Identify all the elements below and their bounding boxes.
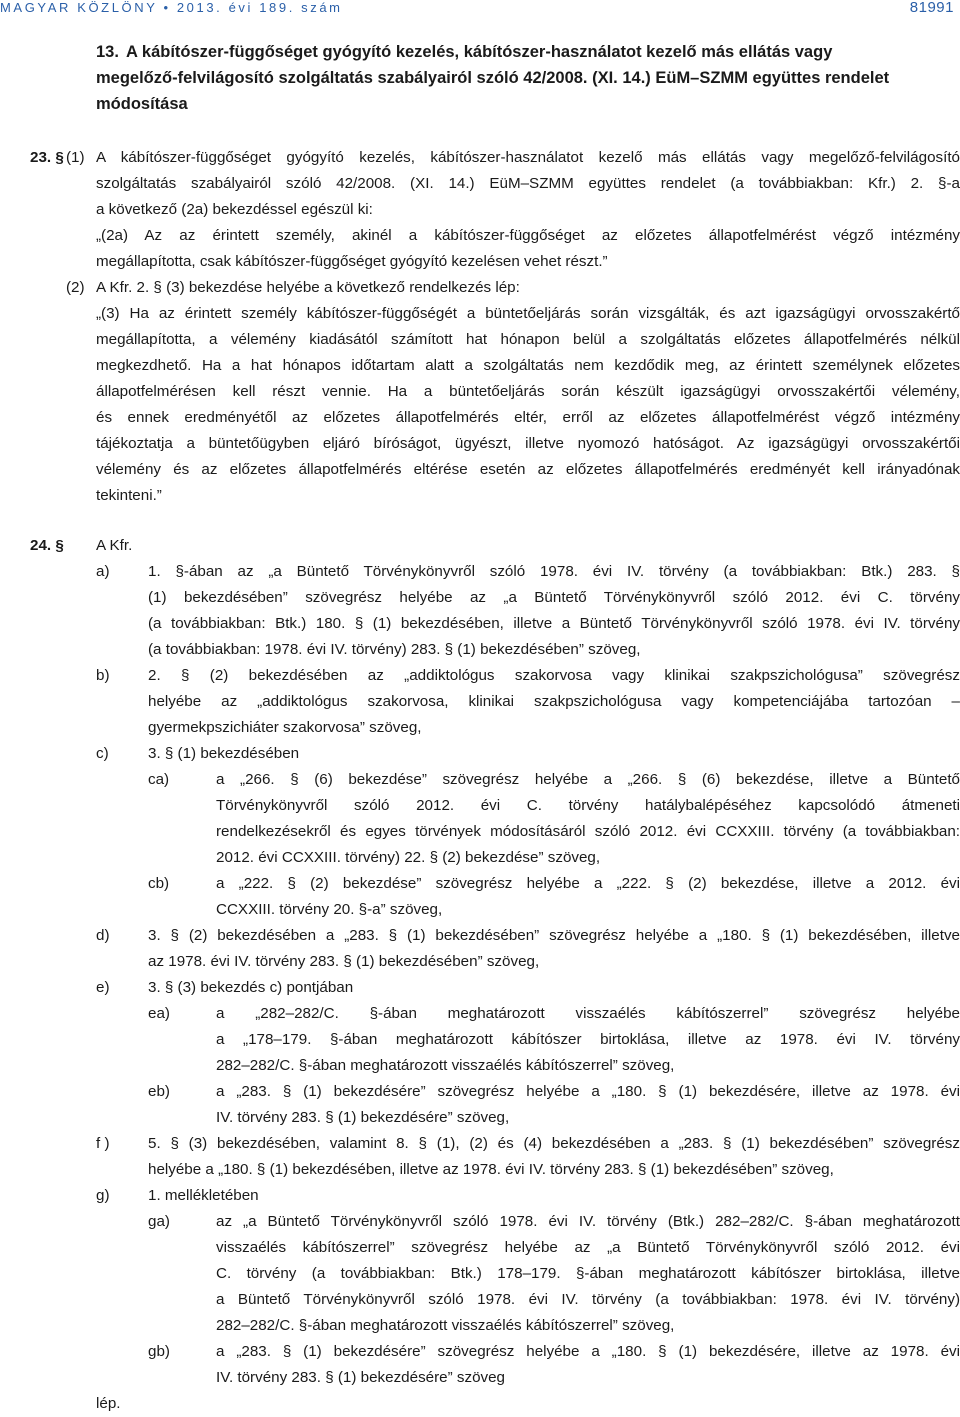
item-label: g) xyxy=(96,1187,110,1204)
item-label: a) xyxy=(96,563,110,580)
title-number: 13. xyxy=(96,43,119,61)
item-body xyxy=(148,559,960,663)
item-body xyxy=(148,975,960,1001)
text-line: a Büntető Törvénykönyvről szóló 1978. évi IV. törvény (a továbbiakban: 1978. évi IV. törvény) xyxy=(216,1291,960,1308)
item-body xyxy=(148,923,960,975)
page-number: 81991 xyxy=(909,0,954,16)
text-line: (a továbbiakban: Btk.) 180. § (1) bekezdésében, illetve a Büntető Törvénykönyvről szóló 1978. évi IV. törvény xyxy=(148,615,960,632)
paragraph-1 xyxy=(96,145,960,197)
text-line: 2. § (2) bekezdésében az „addiktológus szakorvosa vagy klinikai szakpszichológusa” szövegrész xyxy=(148,667,960,684)
text-line: 1. mellékletében xyxy=(148,1187,259,1204)
text-line: a „283. § (1) bekezdésére” szövegrész helyébe a „180. § (1) bekezdésére, illetve az 1978. évi xyxy=(216,1083,960,1100)
text-line: megállapította, csak kábítószer-függőséget gyógyító kezelésen vehet részt.” xyxy=(96,253,608,270)
paragraph-label: (2) xyxy=(66,279,85,296)
text-line: 2012. évi CCXXIII. törvény) 22. § (2) bekezdése” szöveg, xyxy=(216,849,601,866)
item-body xyxy=(148,1183,960,1209)
item-label: ca) xyxy=(148,771,170,788)
paragraph-2 xyxy=(96,275,960,509)
item-label: gb) xyxy=(148,1343,170,1360)
title-line: módosítása xyxy=(96,95,188,113)
text-line: helyébe a „180. § (1) bekezdésében, illetve az 1978. évi IV. törvény 283. § (1) bekezdésében” szöveg, xyxy=(148,1161,834,1178)
text-line: IV. törvény 283. § (1) bekezdésére” szöveg, xyxy=(216,1109,510,1126)
text-line: visszaélés kábítószerrel” szövegrész helyébe az „a Büntető Törvénykönyvről szóló 2012. évi xyxy=(216,1239,960,1256)
item-body xyxy=(216,1339,960,1391)
text-line: a „283. § (1) bekezdésére” szövegrész helyébe a „180. § (1) bekezdésére, illetve az 1978. évi xyxy=(216,1343,960,1360)
text-line: A kábítószer-függőséget gyógyító kezelés, kábítószer-használatot kezelő más ellátás vagy megelőző-felvilágosító xyxy=(96,149,960,166)
item-label: c) xyxy=(96,745,109,762)
text-line: 282–282/C. §-ában meghatározott visszaélés kábítószerrel” szöveg, xyxy=(216,1057,675,1074)
item-body xyxy=(216,871,960,923)
text-line: (1) bekezdésében” szövegrész helyébe az „a Büntető Törvénykönyvről szóló 2012. évi C. törvény xyxy=(148,589,960,606)
text-line: tekinteni.” xyxy=(96,487,162,504)
text-line: C. törvény (a továbbiakban: Btk.) 178–179. §-ában meghatározott kábítószer birtoklása, illetve xyxy=(216,1265,960,1282)
title-line: A kábítószer-függőséget gyógyító kezelés, kábítószer-használatot kezelő más ellátás vagy xyxy=(126,43,833,61)
item-body xyxy=(148,741,960,767)
text-line: a „282–282/C. §-ában meghatározott visszaélés kábítószerrel” szövegrész helyébe xyxy=(216,1005,960,1022)
text-line: 3. § (2) bekezdésében a „283. § (1) bekezdésében” szövegrész helyébe a „180. § (1) bekezdésében, illetve xyxy=(148,927,960,944)
text-line: 5. § (3) bekezdésében, valamint 8. § (1), (2) és (4) bekezdésében a „283. § (1) bekezdésében” szövegrész xyxy=(148,1135,960,1152)
item-label: b) xyxy=(96,667,110,684)
text-line: a „178–179. §-ában meghatározott kábítószer birtoklása, illetve az 1978. évi IV. törvény xyxy=(216,1031,960,1048)
gazette-title: MAGYAR KÖZLÖNY • 2013. évi 189. szám xyxy=(0,0,343,15)
section-title xyxy=(96,38,956,116)
text-line: IV. törvény 283. § (1) bekezdésére” szöveg xyxy=(216,1369,506,1386)
section-outro: lép. xyxy=(96,1395,121,1412)
item-body xyxy=(216,1001,960,1079)
paragraph-1-cont xyxy=(96,197,960,275)
item-label: eb) xyxy=(148,1083,170,1100)
text-line: A Kfr. 2. § (3) bekezdése helyébe a következő rendelkezés lép: xyxy=(96,279,520,296)
item-body xyxy=(216,767,960,871)
text-line: „(3) Ha az érintett személy kábítószer-függőségét a büntetőeljárás során vizsgálták, és azt igazságügyi orvosszakértő xyxy=(96,305,960,322)
section-intro: A Kfr. xyxy=(96,537,133,554)
text-line: a „266. § (6) bekezdése” szövegrész helyébe a „266. § (6) bekezdése, illetve a Büntető xyxy=(216,771,960,788)
item-label: ea) xyxy=(148,1005,170,1022)
item-body xyxy=(216,1209,960,1339)
item-body xyxy=(216,1079,960,1131)
item-label: e) xyxy=(96,979,110,996)
text-line: „(2a) Az az érintett személy, akinél a kábítószer-függőséget az előzetes állapotfelmérést végző intézmény xyxy=(96,227,960,244)
text-line: megkezdhető. Ha a hat hónapos időtartam alatt a szolgáltatás nem kezdődik meg, az érintett személynek előzetes xyxy=(96,357,960,374)
text-line: rendelkezésekről és egyes törvények módosításáról szóló 2012. évi CCXXIII. törvény (a továbbiakban: xyxy=(216,823,960,840)
text-line: és ennek eredményétől az előzetes állapotfelmérés eltér, erről az előzetes állapotfelmérést végző intézmény xyxy=(96,409,960,426)
page-header xyxy=(0,0,960,22)
text-line: a következő (2a) bekezdéssel egészül ki: xyxy=(96,201,373,218)
text-line: helyébe az „addiktológus szakorvosa, klinikai szakpszichológusa vagy kompetenciájába tartozóan – xyxy=(148,693,960,710)
text-line: Törvénykönyvről szóló 2012. évi C. törvény hatálybalépéséhez kapcsolódó átmeneti xyxy=(216,797,960,814)
section-number: 23. § xyxy=(30,149,64,166)
text-line: CCXXIII. törvény 20. §-a” szöveg, xyxy=(216,901,443,918)
text-line: megállapította, a vélemény kiadásától számított hat hónapon belül a szolgáltatás előzetes állapotfelmérés nélkül xyxy=(96,331,960,348)
item-body xyxy=(148,1131,960,1183)
item-label: ga) xyxy=(148,1213,170,1230)
text-line: szolgáltatás szabályairól szóló 42/2008. (XI. 14.) EüM–SZMM együttes rendelet (a továbbiakban: Kfr.) 2. §-a xyxy=(96,175,960,192)
item-label: d) xyxy=(96,927,110,944)
text-line: 3. § (1) bekezdésében xyxy=(148,745,300,762)
text-line: 282–282/C. §-ában meghatározott visszaélés kábítószerrel” szöveg, xyxy=(216,1317,675,1334)
paragraph-label: (1) xyxy=(66,149,85,166)
text-line: 3. § (3) bekezdés c) pontjában xyxy=(148,979,354,996)
item-body xyxy=(148,663,960,741)
text-line: vélemény és az előzetes állapotfelmérés eltérése esetén az előzetes állapotfelmérés eredményét kell irányadónak xyxy=(96,461,960,478)
text-line: állapotfelmérésen kell részt vennie. Ha a büntetőeljárás során készült igazságügyi orvosszakértői vélemény, xyxy=(96,383,960,400)
section-number: 24. § xyxy=(30,537,64,554)
text-line: az „a Büntető Törvénykönyvről szóló 1978. évi IV. törvény (Btk.) 282–282/C. §-ában meghatározott xyxy=(216,1213,960,1230)
text-line: 1. §-ában az „a Büntető Törvénykönyvről szóló 1978. évi IV. törvény (a továbbiakban: Btk.) 283. § xyxy=(148,563,960,580)
item-label: cb) xyxy=(148,875,170,892)
text-line: gyermekpszichiáter szakorvosa” szöveg, xyxy=(148,719,422,736)
title-line: megelőző-felvilágosító szolgáltatás szabályairól szóló 42/2008. (XI. 14.) EüM–SZMM együttes rendelet xyxy=(96,69,890,87)
text-line: (a továbbiakban: 1978. évi IV. törvény) 283. § (1) bekezdésében” szöveg, xyxy=(148,641,641,658)
text-line: a „222. § (2) bekezdése” szövegrész helyébe a „222. § (2) bekezdése, illetve a 2012. évi xyxy=(216,875,960,892)
item-label: f ) xyxy=(96,1135,110,1152)
text-line: az 1978. évi IV. törvény 283. § (1) bekezdésében” szöveg, xyxy=(148,953,540,970)
text-line: tájékoztatja a büntetőügyben eljáró bíróságot, ügyészt, illetve nyomozó hatóságot. Az igazságügyi orvosszakértői xyxy=(96,435,960,452)
